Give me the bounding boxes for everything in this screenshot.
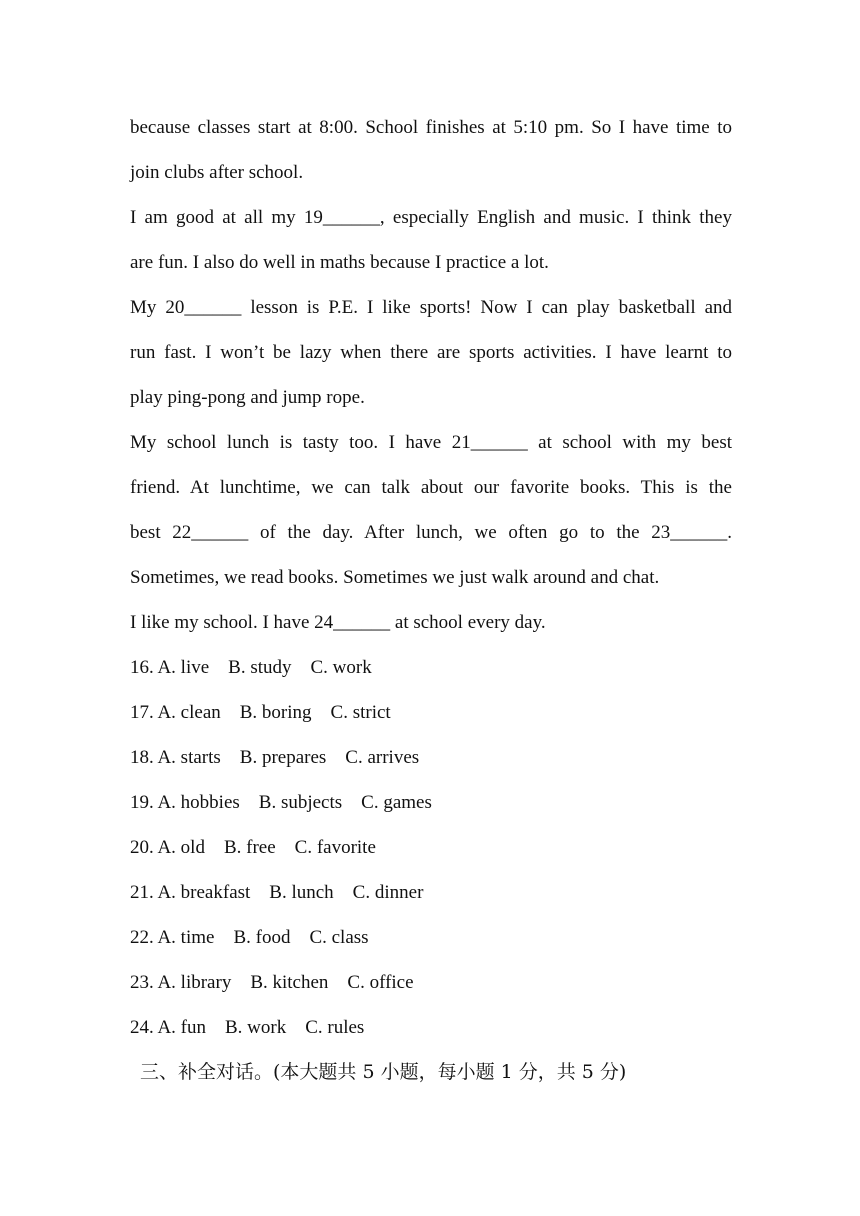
- reading-passage: [130, 105, 732, 645]
- section-heading: 三、补全对话。(本大题共 5 小题，每小题 1 分，共 5 分): [140, 1061, 627, 1083]
- question-24-options: 24. A. fun B. work C. rules: [130, 1017, 365, 1038]
- question-22-options: 22. A. time B. food C. class: [130, 927, 369, 948]
- exam-page: [130, 105, 732, 1095]
- passage-line-7: play ping-pong and jump rope.: [130, 387, 365, 408]
- question-19-options: 19. A. hobbies B. subjects C. games: [130, 792, 432, 813]
- question-18-options: 18. A. starts B. prepares C. arrives: [130, 747, 420, 768]
- answer-options: [130, 645, 732, 1050]
- passage-line-4: are fun. I also do well in maths because I practice a lot.: [130, 252, 549, 273]
- passage-line-1: because classes start at 8:00. School finishes at 5:10 pm. So I have time to: [130, 117, 732, 138]
- passage-line-2: join clubs after school.: [130, 162, 304, 183]
- passage-line-9: friend. At lunchtime, we can talk about our favorite books. This is the: [130, 477, 732, 498]
- question-17-options: 17. A. clean B. boring C. strict: [130, 702, 391, 723]
- passage-line-12: I like my school. I have 24______ at school every day.: [130, 612, 546, 633]
- question-16-options: 16. A. live B. study C. work: [130, 657, 372, 678]
- passage-line-10: best 22______ of the day. After lunch, we often go to the 23______.: [130, 522, 732, 543]
- passage-line-5: My 20______ lesson is P.E. I like sports! Now I can play basketball and: [130, 297, 732, 318]
- passage-line-6: run fast. I won’t be lazy when there are sports activities. I have learnt to: [130, 342, 732, 363]
- passage-line-3: I am good at all my 19______, especially English and music. I think they: [130, 207, 732, 228]
- question-21-options: 21. A. breakfast B. lunch C. dinner: [130, 882, 424, 903]
- question-23-options: 23. A. library B. kitchen C. office: [130, 972, 414, 993]
- passage-line-8: My school lunch is tasty too. I have 21______ at school with my best: [130, 432, 732, 453]
- passage-line-11: Sometimes, we read books. Sometimes we just walk around and chat.: [130, 567, 660, 588]
- question-20-options: 20. A. old B. free C. favorite: [130, 837, 376, 858]
